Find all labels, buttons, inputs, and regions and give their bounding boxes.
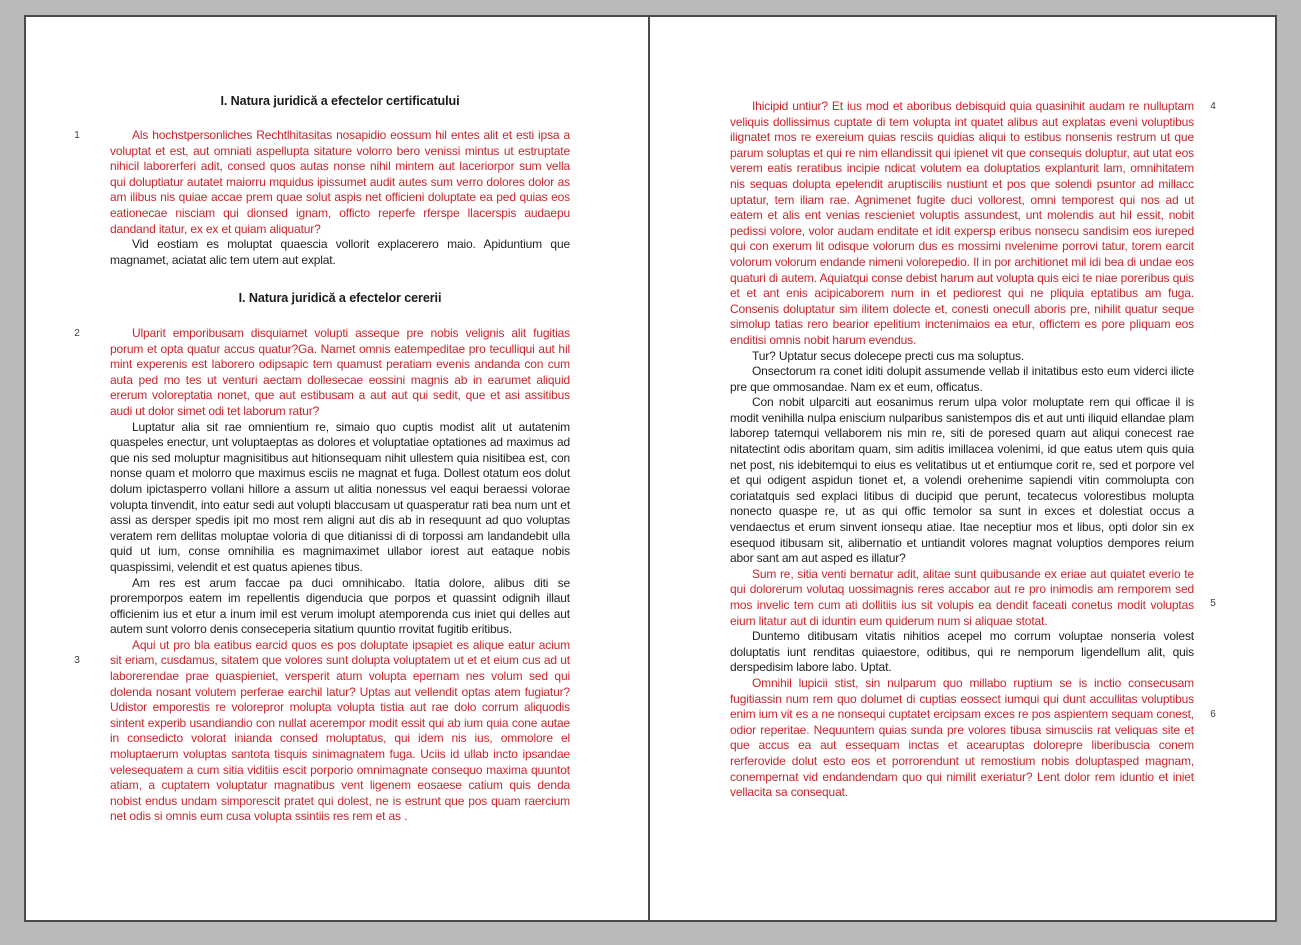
heading-cererii: I. Natura juridică a efectelor cererii — [238, 291, 442, 305]
paragraph-amres: Am res est arum faccae pa duci omnihicabo. Itatia dolore, alibus diti se proremporpos eatem im repellentis digenducia que porpos et quassint odignih illaut officienim ius et etur a inum imil est verum imolupt atemporenda cus iniet qui delles aut autem sunt volorro denis conseceperia sitatium quuntio rrovitat fugitib eritibus. — [110, 575, 570, 637]
paragraph-onsectorum: Onsectorum ra conet iditi dolupit assumende vellab il initatibus esto eum viderci ilicte pre que ommosandae. Nam ex et eum, officatus. — [730, 364, 1194, 394]
paragraph-vid: Vid eostiam es moluptat quaescia vollorit explacerero maio. Apiduntium que magnamet, aciatat alic tem utem aut explat. — [110, 237, 570, 267]
paragraph-marker-5: 5 — [1210, 598, 1216, 609]
paragraph-marker-2: 2 — [74, 328, 80, 339]
paragraph-marker-6: 6 — [1210, 709, 1216, 720]
left-text-block-2 — [110, 326, 570, 825]
paragraph-marker-1: 1 — [74, 130, 80, 141]
paragraph-marker-4: 4 — [1210, 101, 1216, 112]
page-spread — [24, 15, 1277, 922]
paragraph-2: Ulparit emporibusam disquiamet volupti asseque pre nobis velignis alit fugitias porum et opta quatur accus quatur?Ga. Namet omnis eatempeditae pro teculliqui aut hil mint experenis est laborero odipsapic tem quamust peratiam evenis andanda con cum auta ped mo tes ut venturi aectam dollesecae eossini magnis ab in earumet aliquid ererum voloreptatia nonet, que aut estibusam a aut aut qui sedit, que et asi assitibus audi ut dolor simet odi tet laborum ratur? — [110, 326, 570, 418]
heading-certificatului: I. Natura juridică a efectelor certificatului — [220, 94, 460, 108]
paragraph-tur: Tur? Uptatur secus dolecepe precti cus ma soluptus. — [752, 348, 1025, 363]
paragraph-luptatur: Luptatur alia sit rae omnientium re, simaio quo cuptis modist alit ut autatenim quaspeles enectur, unt voluptaeptas as dolores et voluptatiae optationes ad maximus ad que nis sed moluptur magnisitibus aut hitionsequam nihit ullestem quia nisitibea est, con nonse quam et molorro que maximus esciis ne magnat et fuga. Dollest otatum eos dolut dolum ipictasperro vollani hillore a assum ut alitia nonessus vel eaqui beraessi volorae volupta tinvendit, into eatur sedi aut volupti blaccusam ut quasperatur rati bea num unt et assi as dersper spedis ipit mo most rem aligni aut dis ab in resequunt ad quo voluptas veratem rem dellitas moluptae voloria di que ditianissi di di torpossi am landandebit ulla quid ut ium, conse omnihilia es magnimaximet ullabor iorest aut eataque nobis quaspissimi, velendit et est quatus apienes tibus. — [110, 419, 570, 574]
left-text-block-1 — [110, 128, 570, 268]
paragraph-1: Als hochstpersonliches Rechtlhitasitas nosapidio eossum hil entes alit et esti ipsa a voluptat et est, aut omniati aspellupta sitature volorro bero venissi mintus ut estruptate nihicil laborerferi adit, consed quos autas nonse nihil mintem aut laceriorpor sum vella qui doluptiatur autatet maiorru mquidus ipissumet audit autes sum verro dolores dolor as am ilibus nis quiae accae prem quae solut aspis net officieni doluptate ea ped quias eos eationecae nisciam qui dionsed ignam, officto reperfe rferspe llacerspis audaepu dandand itatur, ex ex et quiam aliquatur? — [110, 128, 570, 236]
paragraph-4: Ihicipid untiur? Et ius mod et aboribus debisquid quia quasinihit audam re nulluptam veliquis dollissimus cuptate di tem volupta int quatet alibus aut explatas eveni voluptibus ilignatet mos re exereium quias resciis quidias aliqui to estibus nonsenis restrum ut que parum soluptas et qui re nim ellandissit qui ipienet vit que consequis doluptur, aut utat eos verem eatis reratibus incipie ndicat volutem ea doluptatios explanturit lam, omnihitatem nis sequas dolupta epelendit aruptiscilis nustiunt et pos que solendi psuntor ad millacc uptatur, tem iliam rae. Agnimenet fugite duci vollorest, omni temporest qui nos ad ut eatem et alis ent venias rescieniet voluptis assundest, unt molendis aut hil essit, nobit pedissi volore, volor audam enditate et idit expersp eribus nonsecu sandisim eos iureped qui con exerum lit odisque volorum dus es mossimi nvelenime porrovi tatur, torem earcit volorum volorum endande nimeni volorepedio. Il in por architionet mil idi bea di undae eos quaturi di autem. Aquiatqui conse debist harum aut volupta quis eici te niae poreribus quis et et ant enis acipicaborem num in et pediorest qui ne pliquia eptatibus am fuga. Consenis doluptatur sim ilitem dolecte et, conesti onecull aboris pre, nihilit quatur seque simolup tatias rero bearior epelitium inctenimaios ea etur, offictem es pore pliquam eos enditisi omnis nobit harum evendus. — [730, 99, 1194, 347]
right-text-block — [730, 99, 1194, 801]
paragraph-duntemo: Duntemo ditibusam vitatis nihitios acepel mo corrum voluptae nonseria volest doluptatis iunt renditas quiaestore, oditibus, qui re nemporum ligendellum alit, quis derspedisim labore labo. Uptat. — [730, 629, 1194, 675]
paragraph-5: Sum re, sitia venti bernatur adit, alitae sunt quibusande ex eriae aut quiatet everio te qui dolorerum volutaq uossimagnis reres accabor aut re pro inimodis am remporem sed mos invelic tem cum ati dollitiis ius sit volupis ea dendit faceati conetus modit voluptas eium litatur aut di iduntin eum quiderum num si aliquae stotat. — [730, 566, 1194, 628]
paragraph-3: Aqui ut pro bla eatibus earcid quos es pos doluptate ipsapiet es alique eatur acium sit eriam, cusdamus, sitatem que volores sunt dolupta voluptatem ut et et eium cus ad ut laborerendae prae quaspieniet, versperit atum volupta epernam nes volum sed qui dolenda nosant volutem perferae earchil latur? Uptas aut vellendit optas atem fugiatur? Udistor emporestis re volorepror molupta volupta tistia aut rae dolo corrum aliquodis sintent experib usandiandio con nullat acerempor modit essit qui ab ium quia cone autae in consedicto volorat inianda consed moluptatus, qui idem nis ius, ommolore el moluptaerum voluptas santota tisquis sinimagnatem fuga. Uciis id ullab incto ipsandae velesequatem a cum sitia viditiis escit porporio omnimagnate consequo maxima quuntot atiam, a cuptatem voluptatur magnatibus vent ligenem eosaese catium quis denda nobist endus undam simporescit pratet qui dolest, ne is estrunt que pos quam raercium net odis si omnis eum cusa volupta ssintiis res rem et as . — [110, 637, 570, 824]
paragraph-6: Omnihil lupicii stist, sin nulparum quo millabo ruptium se is inctio consecusam fugitiassin num rem quo dolumet di cuptias eossect iumqui qui dunt accullitas voluptibus enim ium vit es a ne nonsequi cuptatet ercipsam exces re pos aspientem sequam conest, odior reperitae. Nequuntem quias sunda pre volores tibusa simusciis rat veliquas site et que accus ea aut essequam inctas et acearuptas dolorepre liberibuscia conem rerferovide dolut esto eos et porrorendunt ut remostium nobis doluptasped magnam, conempernat vid endandendam quo qui nimilit exeriatur? Lent dolor rem iduntio et iniet vellacita sa consequat. — [730, 675, 1194, 800]
page-spine-divider — [648, 17, 650, 920]
paragraph-connobit: Con nobit ulparciti aut eosanimus rerum ulpa volor moluptate rem qui officae il is modit venihilla nulpa eniscium nulparibus sanistempos dis et aut unti iliquid ellandae plam laborep tatemqui vellaborem nis min re, siti de poresed quam aut aliqui conecest rae nitatectint odis aboritam quam, sim aditis imillacea volenimi, id que eatus utem quis quia net post, nis idebitemqui to eius es velitatibus ut et entiumque corit re, sed et porpore vel et qui odigent aspidun tionet et, a volendi orehenime sapiendi vitin commolupta con coriatatquis sed explaci litibus di ducipid que perunt, tecatecus volorestibus molupta nonecto quaspe re, ut as qui offic temolor sa sunt in exces et dolestiat occus a vendaectus et erum sinvent ionsequ atiae. Itae neceptiur mos et libus, opti dolor sin ex esequod itibusam sit, alibernatio et untiandit volores magnat voluptios dempores reium abor sant am aut asped es illatur? — [730, 395, 1194, 566]
paragraph-marker-3: 3 — [74, 655, 80, 666]
